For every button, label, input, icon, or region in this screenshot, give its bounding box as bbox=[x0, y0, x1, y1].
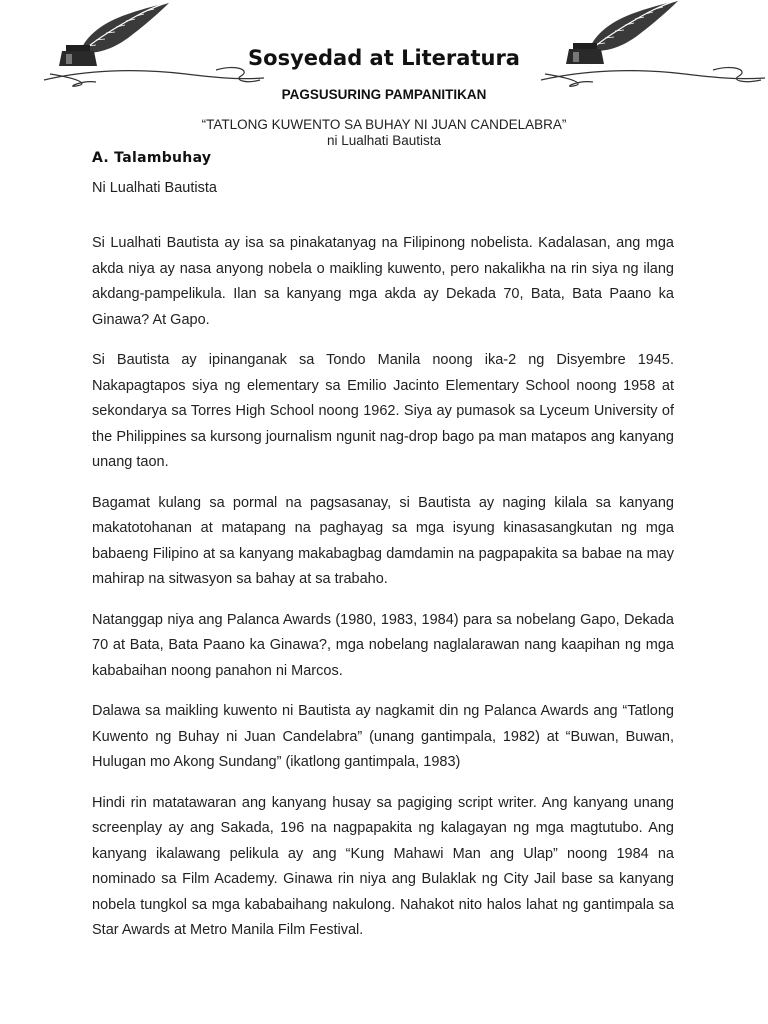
document-subtitle: PAGSUSURING PAMPANITIKAN bbox=[281, 87, 487, 102]
paragraph: Bagamat kulang sa pormal na pagsasanay, si Bautista ay naging kilala sa kanyang makatotohanan at matapang na paghayag sa mga isyung kinasasangkutan ng mga babaeng Filipino at sa kanyang makabagbag damdamin na pagpapakita sa babae na may mahirap na sitwasyon sa bahay at sa trabaho. bbox=[92, 494, 674, 587]
paragraph: Si Bautista ay ipinanganak sa Tondo Manila noong ika-2 ng Disyembre 1945. Nakapagtapos siya ng elementary sa Emilio Jacinto Elementary School noong 1958 at sekondarya sa Torres High School noong 1962. Siya ay pumasok sa Lyceum University of the Philippines sa kursong journalism ngunit nag-drop bago pa man matapos ang kanyang unang taon. bbox=[92, 352, 674, 470]
paragraph: Dalawa sa maikling kuwento ni Bautista ay nagkamit din ng Palanca Awards ang “Tatlong Kuwento ng Buhay ni Juan Candelabra” (unang gantimpala, 1982) at “Buwan, Buwan, Hulugan mo Akong Sundang” (ikatlong gantimpala, 1983) bbox=[92, 703, 674, 770]
paragraph: Si Lualhati Bautista ay isa sa pinakatanyag na Filipinong nobelista. Kadalasan, ang mga akda niya ay nasa anyong nobela o maikling kuwento, pero nakalikha na rin siya ng ilang akdang-pampelikula. Ilan sa kanyang mga akda ay Dekada 70, Bata, Bata Paano ka Ginawa? At Gapo. bbox=[92, 235, 674, 328]
biography-body bbox=[92, 231, 674, 959]
page-title: Sosyedad at Literatura bbox=[248, 46, 520, 70]
paragraph: Hindi rin matatawaran ang kanyang husay sa pagiging script writer. Ang kanyang unang screenplay ay ang Sakada, 196 na nagpapakita ng kalagayan ng mga magtutubo. Ang kanyang ikalawang pelikula ay ang “Kung Mahawi Man ang Ulap” noong 1984 na nominado sa Film Academy. Ginawa rin niya ang Bulaklak ng City Jail base sa kanyang nobela tungkol sa mga kababaihang nakulong. Nahakot nito halos lahat ng gantimpala sa Star Awards at Metro Manila Film Festival. bbox=[92, 794, 674, 938]
section-heading: A. Talambuhay bbox=[92, 150, 212, 166]
paragraph: Natanggap niya ang Palanca Awards (1980, 1983, 1984) para sa nobelang Gapo, Dekada 70 at Bata, Bata Paano ka Ginawa?, mga nobelang naglalarawan nang kaapihan ng mga kababaihan noong panahon ni Marcos. bbox=[92, 611, 674, 679]
story-title: “TATLONG KUWENTO SA BUHAY NI JUAN CANDELABRA” bbox=[201, 117, 567, 132]
section-byline: Ni Lualhati Bautista bbox=[92, 180, 217, 196]
author-line: ni Lualhati Bautista bbox=[326, 133, 442, 148]
